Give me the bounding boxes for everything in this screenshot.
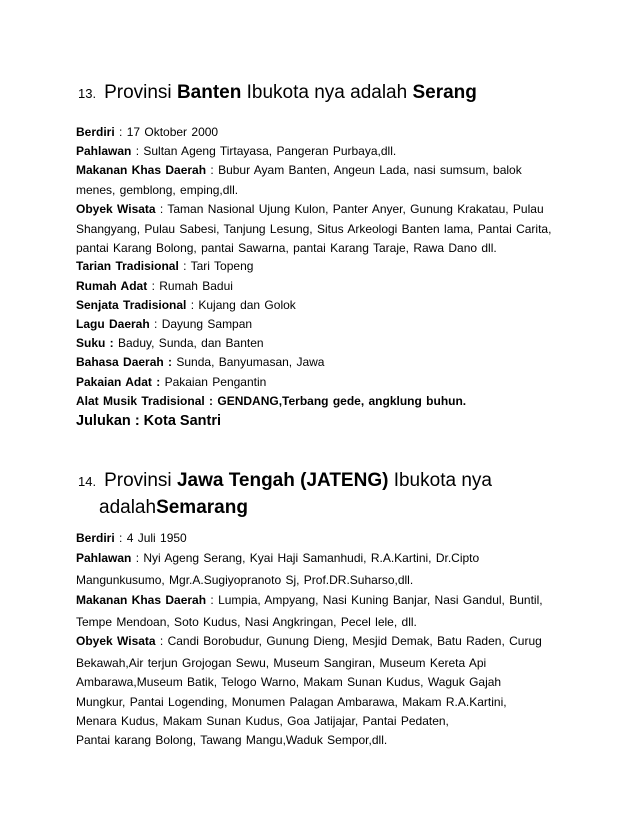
- bahasa-line: [76, 354, 324, 370]
- pahlawan-label: Pahlawan: [76, 144, 132, 158]
- pakaian-label: Pakaian Adat :: [76, 375, 161, 389]
- makanan-label: Makanan Khas Daerah: [76, 163, 207, 177]
- tarian-value: : Tari Topeng: [178, 259, 254, 273]
- heading-mid: Ibukota nya: [388, 470, 492, 491]
- rumah-label: Rumah Adat: [76, 279, 148, 293]
- makanan-value: : Bubur Ayam Banten, Angeun Lada, nasi sumsum, balok: [206, 163, 522, 177]
- pahlawan-value: : Sultan Ageng Tirtayasa, Pangeran Purbaya,dll.: [131, 144, 397, 158]
- senjata-label: Senjata Tradisional: [76, 298, 187, 312]
- senjata-line: [76, 297, 296, 313]
- pahlawan-label: Pahlawan: [76, 551, 132, 565]
- wisata-value: : Taman Nasional Ujung Kulon, Panter Anyer, Gunung Krakatau, Pulau: [155, 202, 544, 216]
- pahlawan-value: : Nyi Ageng Serang, Kyai Haji Samanhudi, R.A.Kartini, Dr.Cipto: [131, 551, 480, 565]
- pakaian-value: Pakaian Pengantin: [160, 375, 267, 389]
- section-14-heading: [78, 468, 492, 521]
- pahlawan-line-2: Mangunkusumo, Mgr.A.Sugiyopranoto Sj, Prof.DR.Suharso,dll.: [76, 573, 414, 587]
- section-13-heading: [78, 80, 477, 107]
- wisata-line-2: Bekawah,Air terjun Grojogan Sewu, Museum Sangiran, Museum Kereta Api: [76, 656, 487, 670]
- senjata-value: : Kujang dan Golok: [186, 298, 296, 312]
- pahlawan-line: [76, 143, 396, 159]
- heading-mid-2: adalah: [99, 497, 157, 518]
- suku-value: Baduy, Sunda, dan Banten: [113, 336, 264, 350]
- julukan-line: Julukan : Kota Santri: [76, 413, 222, 429]
- berdiri-line: [76, 530, 187, 546]
- pakaian-line: [76, 374, 266, 390]
- wisata-line-4: Mungkur, Pantai Logending, Monumen Palagan Ambarawa, Makam R.A.Kartini,: [76, 695, 507, 709]
- berdiri-line: [76, 124, 218, 140]
- section-number: 14.: [78, 474, 97, 489]
- lagu-value: : Dayung Sampan: [149, 317, 253, 331]
- tarian-line: [76, 258, 253, 274]
- wisata-line-3: Ambarawa,Museum Batik, Telogo Warno, Makam Sunan Kudus, Waguk Gajah: [76, 675, 502, 689]
- makanan-line: [76, 162, 522, 178]
- heading-continuation: [78, 495, 492, 521]
- capital-name: Semarang: [156, 497, 248, 518]
- makanan-label: Makanan Khas Daerah: [76, 593, 207, 607]
- rumah-value: : Rumah Badui: [147, 279, 233, 293]
- wisata-value: : Candi Borobudur, Gunung Dieng, Mesjid Demak, Batu Raden, Curug: [155, 634, 542, 648]
- wisata-line-2: Shangyang, Pulau Sabesi, Tanjung Lesung, Situs Arkeologi Banten lama, Pantai Carita,: [76, 222, 552, 236]
- suku-line: [76, 335, 264, 351]
- tarian-label: Tarian Tradisional: [76, 259, 179, 273]
- lagu-label: Lagu Daerah: [76, 317, 150, 331]
- province-name: Jawa Tengah (JATENG): [176, 470, 389, 491]
- capital-name: Serang: [412, 82, 477, 103]
- wisata-label: Obyek Wisata: [76, 634, 156, 648]
- makanan-line-2: Tempe Mendoan, Soto Kudus, Nasi Angkringan, Pecel lele, dll.: [76, 615, 417, 629]
- wisata-line-3: pantai Karang Bolong, pantai Sawarna, pantai Karang Taraje, Rawa Dano dll.: [76, 241, 497, 255]
- makanan-line: [76, 592, 543, 608]
- berdiri-value: : 4 Juli 1950: [114, 531, 187, 545]
- lagu-line: [76, 316, 252, 332]
- bahasa-value: Sunda, Banyumasan, Jawa: [172, 355, 325, 369]
- heading-prefix: Provinsi: [104, 82, 177, 103]
- wisata-line: [76, 633, 542, 649]
- makanan-line-2: menes, gemblong, emping,dll.: [76, 183, 239, 197]
- heading-mid: Ibukota nya adalah: [241, 82, 413, 103]
- berdiri-label: Berdiri: [76, 125, 115, 139]
- wisata-line-5: Menara Kudus, Makam Sunan Kudus, Goa Jatijajar, Pantai Pedaten,: [76, 714, 449, 728]
- makanan-value: : Lumpia, Ampyang, Nasi Kuning Banjar, Nasi Gandul, Buntil,: [206, 593, 543, 607]
- section-number: 13.: [78, 86, 97, 101]
- heading-prefix: Provinsi: [104, 470, 177, 491]
- musik-line: [76, 393, 466, 409]
- berdiri-label: Berdiri: [76, 531, 115, 545]
- rumah-line: [76, 278, 233, 294]
- pahlawan-line: [76, 550, 479, 566]
- bahasa-label: Bahasa Daerah :: [76, 355, 173, 369]
- wisata-line: [76, 201, 544, 217]
- wisata-line-6: Pantai karang Bolong, Tawang Mangu,Waduk Sempor,dll.: [76, 733, 388, 747]
- suku-label: Suku :: [76, 336, 114, 350]
- province-name: Banten: [176, 82, 242, 103]
- wisata-label: Obyek Wisata: [76, 202, 156, 216]
- berdiri-value: : 17 Oktober 2000: [114, 125, 219, 139]
- musik-text: Alat Musik Tradisional : GENDANG,Terbang gede, angklung buhun.: [76, 394, 467, 408]
